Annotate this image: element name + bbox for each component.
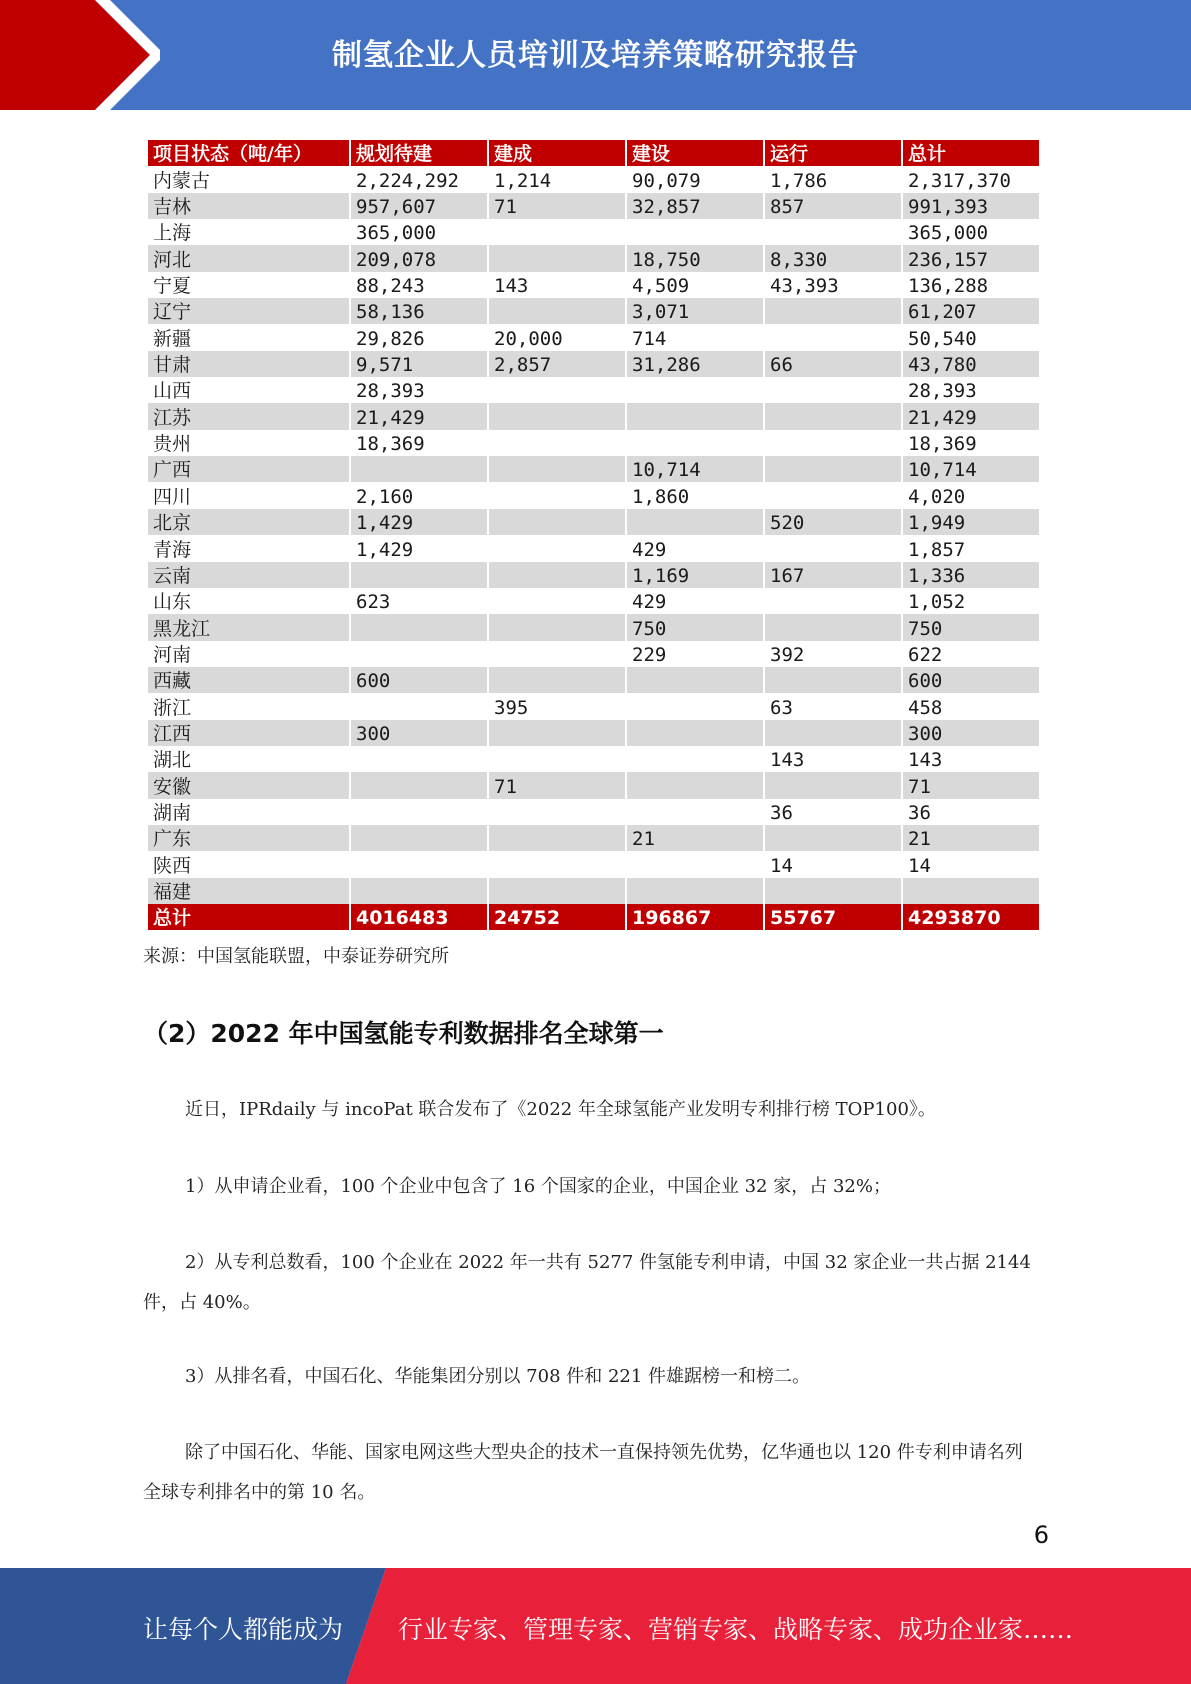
value-cell bbox=[488, 720, 626, 746]
province-cell: 甘肃 bbox=[148, 351, 350, 377]
table-row bbox=[148, 482, 1040, 508]
value-cell bbox=[350, 746, 488, 772]
value-cell: 43,780 bbox=[902, 351, 1040, 377]
value-cell bbox=[488, 377, 626, 403]
page-header bbox=[0, 0, 1191, 110]
table-row bbox=[148, 403, 1040, 429]
table-row bbox=[148, 878, 1040, 904]
value-cell: 429 bbox=[626, 588, 764, 614]
value-cell: 43,393 bbox=[764, 272, 902, 298]
table-row bbox=[148, 535, 1040, 561]
value-cell: 143 bbox=[764, 746, 902, 772]
value-cell: 1,786 bbox=[764, 166, 902, 192]
value-cell bbox=[350, 772, 488, 798]
value-cell: 236,157 bbox=[902, 245, 1040, 271]
column-header: 项目状态（吨/年） bbox=[148, 140, 350, 166]
province-cell: 安徽 bbox=[148, 772, 350, 798]
table-row bbox=[148, 562, 1040, 588]
table-row bbox=[148, 641, 1040, 667]
value-cell: 9,571 bbox=[350, 351, 488, 377]
value-cell: 18,369 bbox=[902, 430, 1040, 456]
value-cell: 4,020 bbox=[902, 482, 1040, 508]
value-cell bbox=[350, 693, 488, 719]
value-cell: 31,286 bbox=[626, 351, 764, 377]
value-cell bbox=[488, 456, 626, 482]
value-cell: 14 bbox=[902, 851, 1040, 877]
value-cell: 18,750 bbox=[626, 245, 764, 271]
value-cell: 21,429 bbox=[902, 403, 1040, 429]
paragraph: 近日，IPRdaily 与 incoPat 联合发布了《2022 年全球氢能产业发明专利排行榜 TOP100》。 bbox=[185, 1099, 936, 1120]
column-header: 建设 bbox=[626, 140, 764, 166]
table-row bbox=[148, 272, 1040, 298]
value-cell: 3,071 bbox=[626, 298, 764, 324]
page-number: 6 bbox=[1033, 1521, 1049, 1549]
value-cell bbox=[488, 825, 626, 851]
value-cell: 2,224,292 bbox=[350, 166, 488, 192]
value-cell bbox=[488, 562, 626, 588]
total-cell: 196867 bbox=[626, 904, 764, 930]
province-cell: 辽宁 bbox=[148, 298, 350, 324]
table-row bbox=[148, 825, 1040, 851]
value-cell bbox=[764, 456, 902, 482]
value-cell bbox=[626, 403, 764, 429]
province-cell: 贵州 bbox=[148, 430, 350, 456]
province-cell: 上海 bbox=[148, 219, 350, 245]
province-cell: 山东 bbox=[148, 588, 350, 614]
table-row bbox=[148, 693, 1040, 719]
footer-slogan-left: 让每个人都能成为 bbox=[143, 1615, 344, 1644]
value-cell bbox=[626, 509, 764, 535]
value-cell: 714 bbox=[626, 324, 764, 350]
table-row bbox=[148, 746, 1040, 772]
table-row bbox=[148, 456, 1040, 482]
value-cell bbox=[626, 693, 764, 719]
table-row bbox=[148, 351, 1040, 377]
value-cell: 4,509 bbox=[626, 272, 764, 298]
value-cell: 14 bbox=[764, 851, 902, 877]
value-cell: 1,214 bbox=[488, 166, 626, 192]
province-cell: 湖北 bbox=[148, 746, 350, 772]
hydrogen-projects-table bbox=[148, 140, 1041, 930]
paragraph: 除了中国石化、华能、国家电网这些大型央企的技术一直保持领先优势，亿华通也以 120 件专利申请名列全球专利排名中的第 10 名。 bbox=[143, 1442, 1023, 1503]
value-cell bbox=[350, 562, 488, 588]
value-cell bbox=[488, 799, 626, 825]
page-footer bbox=[0, 1568, 1191, 1684]
value-cell bbox=[764, 324, 902, 350]
value-cell bbox=[488, 298, 626, 324]
value-cell bbox=[764, 614, 902, 640]
value-cell: 857 bbox=[764, 193, 902, 219]
value-cell bbox=[626, 219, 764, 245]
province-cell: 广东 bbox=[148, 825, 350, 851]
value-cell: 1,949 bbox=[902, 509, 1040, 535]
value-cell: 1,336 bbox=[902, 562, 1040, 588]
province-cell: 云南 bbox=[148, 562, 350, 588]
value-cell bbox=[488, 641, 626, 667]
value-cell: 36 bbox=[902, 799, 1040, 825]
total-cell: 总计 bbox=[148, 904, 350, 930]
column-header: 建成 bbox=[488, 140, 626, 166]
table-row bbox=[148, 193, 1040, 219]
value-cell bbox=[626, 799, 764, 825]
value-cell: 1,429 bbox=[350, 535, 488, 561]
value-cell bbox=[626, 667, 764, 693]
province-cell: 黑龙江 bbox=[148, 614, 350, 640]
value-cell: 520 bbox=[764, 509, 902, 535]
value-cell: 392 bbox=[764, 641, 902, 667]
total-cell: 4293870 bbox=[902, 904, 1040, 930]
value-cell: 957,607 bbox=[350, 193, 488, 219]
value-cell: 622 bbox=[902, 641, 1040, 667]
value-cell: 167 bbox=[764, 562, 902, 588]
value-cell: 2,317,370 bbox=[902, 166, 1040, 192]
value-cell bbox=[764, 878, 902, 904]
value-cell: 8,330 bbox=[764, 245, 902, 271]
province-cell: 新疆 bbox=[148, 324, 350, 350]
value-cell bbox=[902, 878, 1040, 904]
province-cell: 浙江 bbox=[148, 693, 350, 719]
value-cell bbox=[764, 482, 902, 508]
value-cell: 21 bbox=[902, 825, 1040, 851]
table-row bbox=[148, 219, 1040, 245]
value-cell bbox=[764, 535, 902, 561]
value-cell: 1,169 bbox=[626, 562, 764, 588]
province-cell: 宁夏 bbox=[148, 272, 350, 298]
province-cell: 江西 bbox=[148, 720, 350, 746]
province-cell: 吉林 bbox=[148, 193, 350, 219]
value-cell bbox=[350, 878, 488, 904]
value-cell bbox=[626, 878, 764, 904]
value-cell: 71 bbox=[488, 193, 626, 219]
value-cell bbox=[764, 430, 902, 456]
value-cell bbox=[764, 588, 902, 614]
total-cell: 4016483 bbox=[350, 904, 488, 930]
value-cell: 21 bbox=[626, 825, 764, 851]
province-cell: 福建 bbox=[148, 878, 350, 904]
value-cell bbox=[350, 641, 488, 667]
value-cell bbox=[764, 403, 902, 429]
value-cell: 1,429 bbox=[350, 509, 488, 535]
value-cell: 1,052 bbox=[902, 588, 1040, 614]
province-cell: 青海 bbox=[148, 535, 350, 561]
total-cell: 24752 bbox=[488, 904, 626, 930]
value-cell bbox=[488, 746, 626, 772]
table-row bbox=[148, 245, 1040, 271]
value-cell bbox=[350, 825, 488, 851]
value-cell bbox=[350, 799, 488, 825]
value-cell bbox=[764, 825, 902, 851]
value-cell bbox=[764, 298, 902, 324]
value-cell: 18,369 bbox=[350, 430, 488, 456]
value-cell bbox=[488, 851, 626, 877]
province-cell: 山西 bbox=[148, 377, 350, 403]
value-cell: 10,714 bbox=[902, 456, 1040, 482]
value-cell bbox=[488, 614, 626, 640]
value-cell: 32,857 bbox=[626, 193, 764, 219]
province-cell: 湖南 bbox=[148, 799, 350, 825]
province-cell: 内蒙古 bbox=[148, 166, 350, 192]
value-cell bbox=[626, 772, 764, 798]
value-cell bbox=[488, 667, 626, 693]
value-cell: 71 bbox=[902, 772, 1040, 798]
table-row bbox=[148, 430, 1040, 456]
paragraph: 3）从排名看，中国石化、华能集团分别以 708 件和 221 件雄踞榜一和榜二。 bbox=[185, 1366, 811, 1387]
paragraph: 1）从申请企业看，100 个企业中包含了 16 个国家的企业，中国企业 32 家，占 32%； bbox=[185, 1176, 891, 1197]
value-cell bbox=[488, 535, 626, 561]
value-cell bbox=[626, 430, 764, 456]
table-body bbox=[148, 166, 1040, 904]
value-cell: 1,860 bbox=[626, 482, 764, 508]
column-header: 规划待建 bbox=[350, 140, 488, 166]
value-cell: 395 bbox=[488, 693, 626, 719]
province-cell: 广西 bbox=[148, 456, 350, 482]
value-cell: 600 bbox=[902, 667, 1040, 693]
value-cell bbox=[626, 746, 764, 772]
value-cell: 209,078 bbox=[350, 245, 488, 271]
table-source-note: 来源：中国氢能联盟，中泰证券研究所 bbox=[143, 946, 449, 967]
value-cell: 991,393 bbox=[902, 193, 1040, 219]
table-row bbox=[148, 588, 1040, 614]
value-cell: 90,079 bbox=[626, 166, 764, 192]
paragraph: 2）从专利总数看，100 个企业在 2022 年一共有 5277 件氢能专利申请，中国 32 家企业一共占据 2144 件，占 40%。 bbox=[143, 1252, 1031, 1313]
value-cell bbox=[488, 430, 626, 456]
table-row bbox=[148, 772, 1040, 798]
value-cell bbox=[488, 482, 626, 508]
value-cell: 136,288 bbox=[902, 272, 1040, 298]
table-header-row bbox=[148, 140, 1040, 166]
value-cell bbox=[764, 219, 902, 245]
value-cell bbox=[488, 219, 626, 245]
value-cell: 143 bbox=[488, 272, 626, 298]
value-cell: 750 bbox=[626, 614, 764, 640]
value-cell: 28,393 bbox=[350, 377, 488, 403]
table-row bbox=[148, 851, 1040, 877]
value-cell bbox=[764, 720, 902, 746]
value-cell bbox=[350, 851, 488, 877]
province-cell: 河北 bbox=[148, 245, 350, 271]
table-row bbox=[148, 166, 1040, 192]
value-cell: 600 bbox=[350, 667, 488, 693]
value-cell bbox=[626, 377, 764, 403]
province-cell: 陕西 bbox=[148, 851, 350, 877]
province-cell: 西藏 bbox=[148, 667, 350, 693]
table-row bbox=[148, 614, 1040, 640]
value-cell: 143 bbox=[902, 746, 1040, 772]
value-cell: 10,714 bbox=[626, 456, 764, 482]
value-cell: 58,136 bbox=[350, 298, 488, 324]
province-cell: 四川 bbox=[148, 482, 350, 508]
value-cell bbox=[764, 772, 902, 798]
value-cell: 21,429 bbox=[350, 403, 488, 429]
province-cell: 北京 bbox=[148, 509, 350, 535]
table-total-row bbox=[148, 904, 1040, 930]
value-cell: 365,000 bbox=[902, 219, 1040, 245]
value-cell: 458 bbox=[902, 693, 1040, 719]
value-cell: 50,540 bbox=[902, 324, 1040, 350]
value-cell: 2,857 bbox=[488, 351, 626, 377]
value-cell bbox=[488, 588, 626, 614]
value-cell: 36 bbox=[764, 799, 902, 825]
value-cell bbox=[764, 377, 902, 403]
value-cell: 229 bbox=[626, 641, 764, 667]
value-cell: 88,243 bbox=[350, 272, 488, 298]
value-cell bbox=[488, 878, 626, 904]
value-cell: 66 bbox=[764, 351, 902, 377]
value-cell bbox=[626, 720, 764, 746]
value-cell: 365,000 bbox=[350, 219, 488, 245]
value-cell: 63 bbox=[764, 693, 902, 719]
value-cell bbox=[350, 456, 488, 482]
value-cell: 2,160 bbox=[350, 482, 488, 508]
report-title: 制氢企业人员培训及培养策略研究报告 bbox=[332, 38, 859, 73]
value-cell: 300 bbox=[350, 720, 488, 746]
value-cell bbox=[488, 509, 626, 535]
value-cell: 61,207 bbox=[902, 298, 1040, 324]
value-cell bbox=[764, 667, 902, 693]
value-cell: 20,000 bbox=[488, 324, 626, 350]
section-heading: （2）2022 年中国氢能专利数据排名全球第一 bbox=[143, 1019, 664, 1048]
value-cell: 300 bbox=[902, 720, 1040, 746]
table-row bbox=[148, 377, 1040, 403]
table-row bbox=[148, 720, 1040, 746]
column-header: 总计 bbox=[902, 140, 1040, 166]
value-cell: 623 bbox=[350, 588, 488, 614]
column-header: 运行 bbox=[764, 140, 902, 166]
table-row bbox=[148, 324, 1040, 350]
value-cell: 1,857 bbox=[902, 535, 1040, 561]
value-cell: 29,826 bbox=[350, 324, 488, 350]
province-cell: 河南 bbox=[148, 641, 350, 667]
value-cell: 750 bbox=[902, 614, 1040, 640]
table-row bbox=[148, 509, 1040, 535]
value-cell: 429 bbox=[626, 535, 764, 561]
table-row bbox=[148, 298, 1040, 324]
footer-slogan-right: 行业专家、管理专家、营销专家、战略专家、成功企业家…… bbox=[398, 1615, 1074, 1644]
value-cell bbox=[626, 851, 764, 877]
value-cell: 28,393 bbox=[902, 377, 1040, 403]
value-cell bbox=[350, 614, 488, 640]
value-cell bbox=[488, 245, 626, 271]
table-row bbox=[148, 799, 1040, 825]
value-cell: 71 bbox=[488, 772, 626, 798]
total-cell: 55767 bbox=[764, 904, 902, 930]
value-cell bbox=[488, 403, 626, 429]
table-row bbox=[148, 667, 1040, 693]
province-cell: 江苏 bbox=[148, 403, 350, 429]
